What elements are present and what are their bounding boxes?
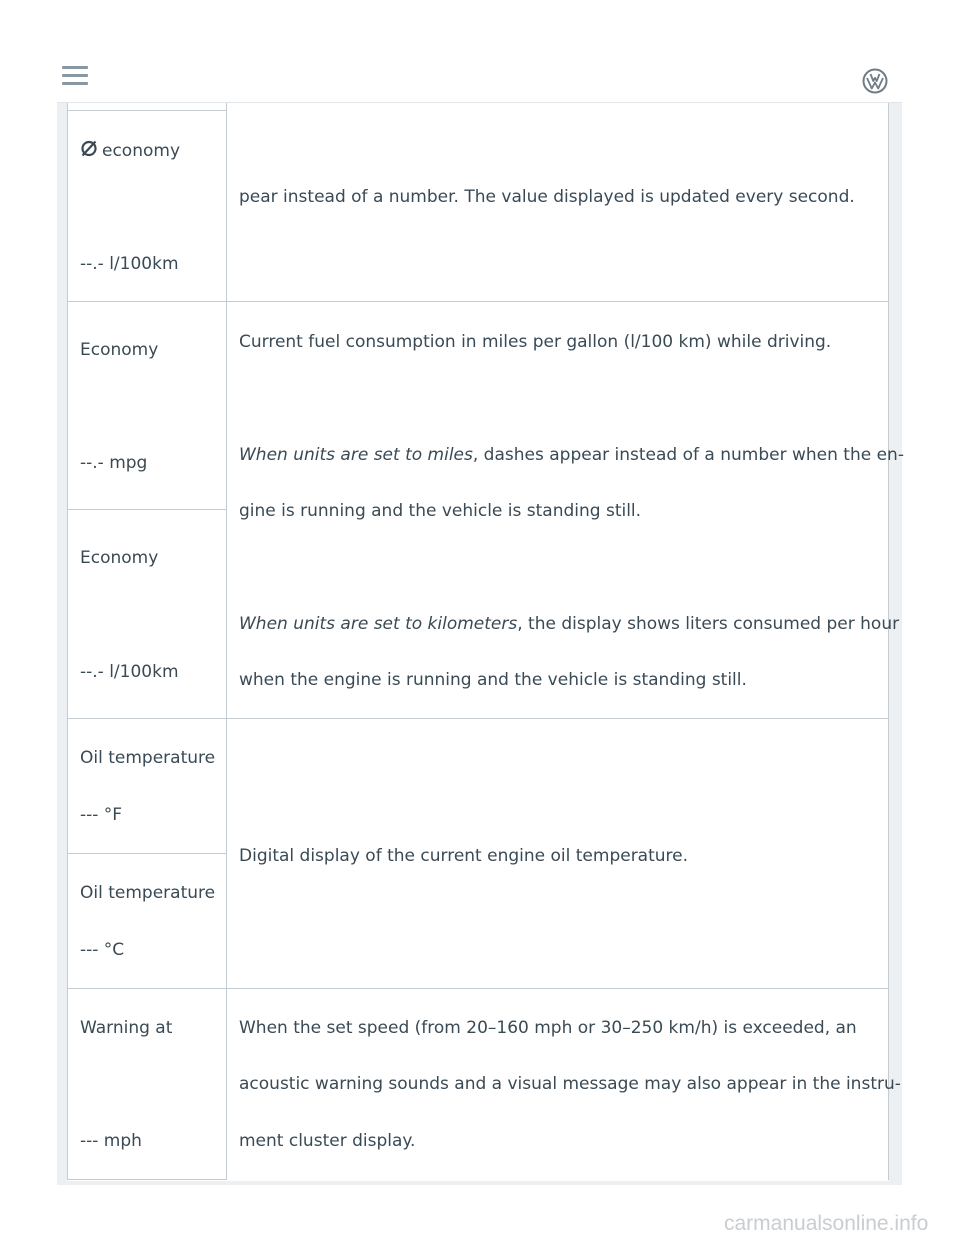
vw-logo-icon[interactable] [862,68,888,94]
hamburger-menu-icon[interactable] [62,66,88,90]
economy-description-miles [239,444,904,466]
economy-average-label: economy [102,141,181,161]
warning-description-line1: When the set speed (from 20–160 mph or 30–250 km/h) is exceeded, an [239,1018,857,1038]
column-divider [226,103,227,1180]
economy-description-km-line2: when the engine is running and the vehicle is standing still. [239,670,747,690]
row-divider [67,988,889,989]
economy-description-km [239,613,899,635]
cell-economy-average-description: pear instead of a number. The value displayed is updated every second. [239,187,855,207]
cell-economy-l100km-value: --.- l/100km [80,662,179,682]
cell-economy-mpg-title: Economy [80,340,159,360]
cell-economy-mpg-value: --.- mpg [80,453,148,473]
cell-warning-value: --- mph [80,1131,142,1151]
warning-description-line3: ment cluster display. [239,1131,416,1151]
cell-oil-temp-c-title: Oil temperature [80,883,216,903]
row-divider [67,718,889,719]
top-bar [0,0,960,102]
miles-emphasis: When units are set to miles [239,445,473,465]
cell-oil-temp-c-value: --- °C [80,940,125,960]
row-divider [67,1179,226,1180]
miles-rest: , dashes appear instead of a number when the en- [472,445,904,465]
row-divider [67,853,226,854]
cell-oil-temp-f-title: Oil temperature [80,748,216,768]
row-divider [67,509,226,510]
average-diameter-icon [80,139,98,157]
cell-economy-l100km-title: Economy [80,548,159,568]
cell-oil-temp-f-value: --- °F [80,805,123,825]
row-divider [67,301,889,302]
km-emphasis: When units are set to kilometers [239,614,518,634]
cell-warning-title: Warning at [80,1018,173,1038]
spec-table [67,103,904,1181]
row-divider [67,110,226,111]
cell-economy-average-value: --.- l/100km [80,254,179,274]
column-divider [888,103,889,1180]
warning-description-line2: acoustic warning sounds and a visual message may also appear in the instru- [239,1074,901,1094]
km-rest: , the display shows liters consumed per hour [517,614,900,634]
column-divider [67,103,68,1180]
watermark: carmanualsonline.info [724,1212,929,1235]
economy-description-line1: Current fuel consumption in miles per gallon (l/100 km) while driving. [239,332,832,352]
cell-oil-temp-description: Digital display of the current engine oil temperature. [239,846,689,866]
cell-economy-average-title [80,139,180,162]
economy-description-miles-line2: gine is running and the vehicle is standing still. [239,501,642,521]
